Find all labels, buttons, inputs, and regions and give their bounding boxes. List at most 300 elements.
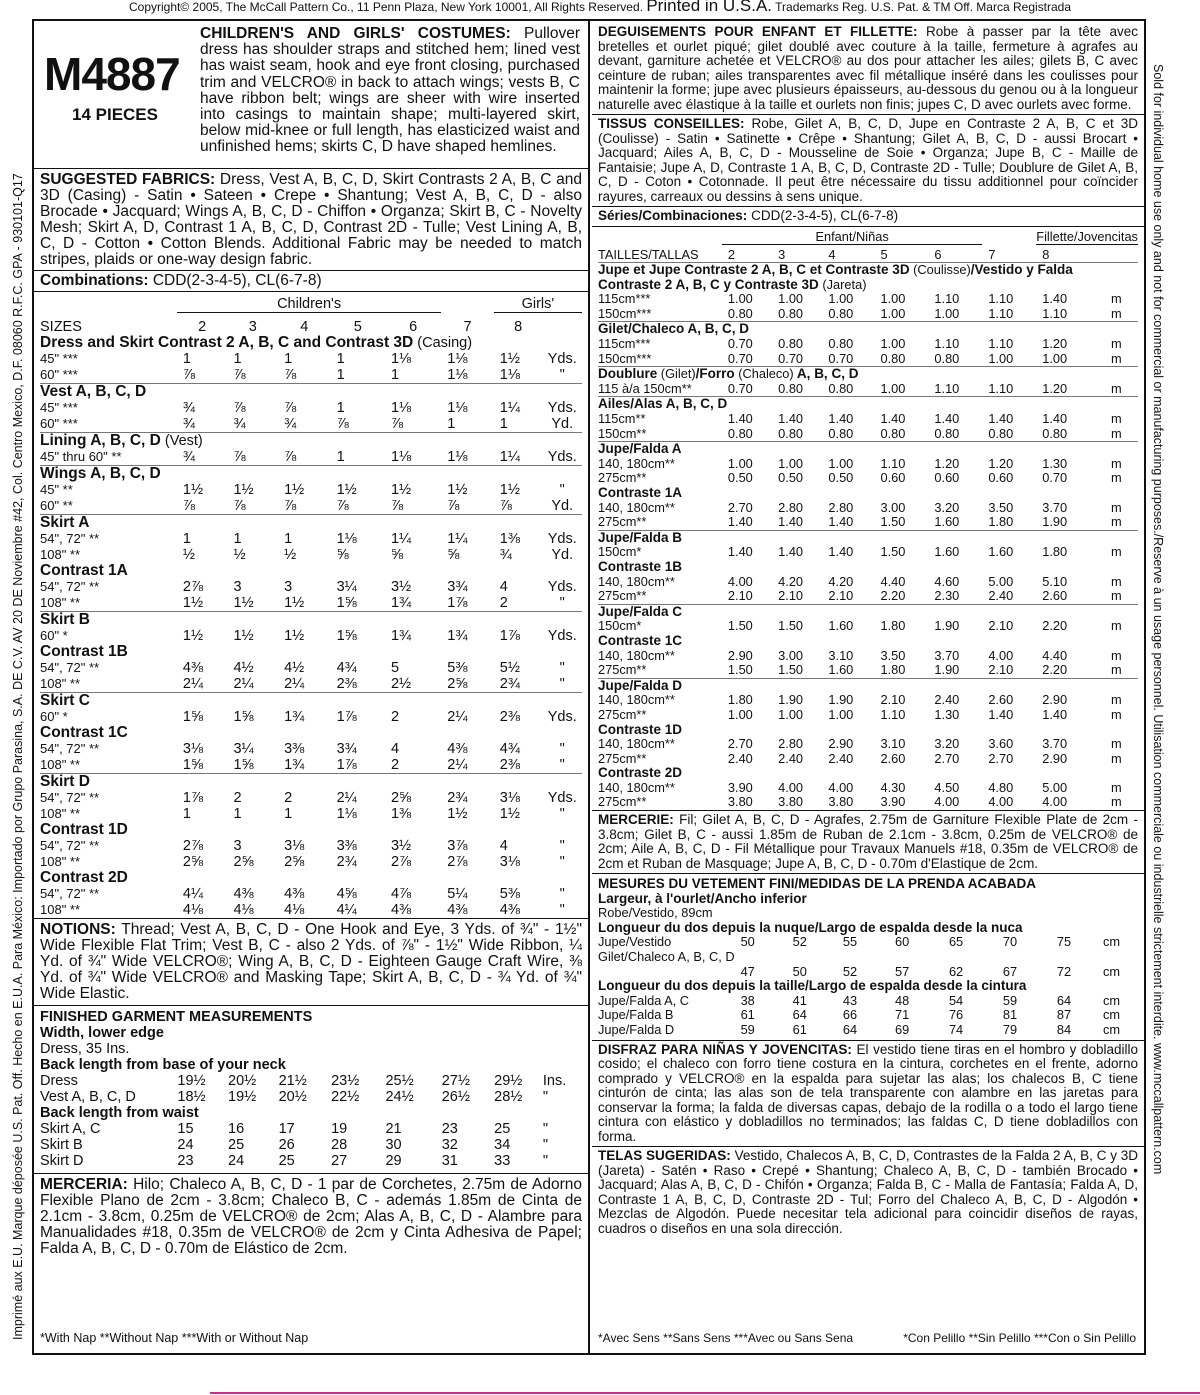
metric-value: 4.60	[934, 573, 960, 589]
size-2: 2	[198, 318, 207, 335]
yardage-value: 4½	[233, 659, 254, 676]
metric-value: 1.10	[934, 291, 960, 307]
taille-row	[598, 994, 1138, 1009]
suggested-fabrics	[34, 168, 588, 270]
yardage-value: 4⅜	[390, 901, 412, 918]
unit: cm	[1103, 992, 1121, 1008]
yardage-row	[40, 482, 582, 498]
yardage-row	[40, 660, 582, 676]
unit: "	[559, 805, 565, 822]
group-title-note-es: (Jareta)	[818, 276, 867, 292]
group-title-text: Gilet/Chaleco A, B, C, D	[598, 321, 750, 337]
measure: 48	[894, 992, 910, 1008]
yardage-value: 1	[233, 530, 242, 547]
metric-value: 3.70	[934, 647, 960, 663]
measure: 30	[385, 1136, 402, 1153]
unit: m	[1110, 706, 1122, 722]
metric-value: 2.60	[880, 750, 906, 766]
mercerie-text: Fil; Gilet A, B, C, D - Agrafes, 2.75m de Garniture Flexible Plate de 2cm - 3.8cm; Gilet B, C - aussi 1.85m de Ruban de 2.1cm - 3.8cm, 0.25m de VELCRO® de 2cm; Aile A, B, C, D - Fil Métallique pour Travaux Manuels #18, 0.35m de VELCRO® de 2cm et Ruban de Masquage; Jupe A, B, C, D - 0.70m d'Elastique de 2cm.	[598, 812, 1138, 871]
unit: Yds.	[547, 350, 577, 367]
group-title	[40, 432, 582, 449]
yardage-group-title	[40, 773, 582, 790]
measure: 50	[740, 934, 755, 950]
metric-value: 1.60	[988, 544, 1014, 560]
metric-value: 1.10	[988, 336, 1014, 352]
yardage-value: 5⅜	[499, 885, 520, 902]
fabric-width: 54", 72" **	[40, 740, 100, 756]
metric-value: 0.80	[828, 336, 854, 352]
measure: 79	[1002, 1022, 1018, 1037]
yardage-value: 2	[284, 789, 293, 806]
metric-value: 2.70	[934, 750, 960, 766]
metric-row	[598, 781, 1138, 796]
unit: m	[1110, 455, 1122, 471]
metric-value: 1.40	[1042, 291, 1068, 307]
yardage-value: 4⅜	[182, 659, 204, 676]
yardage-section	[34, 291, 588, 918]
yardage-value: 1⅛	[336, 805, 357, 822]
metric-value: 1.20	[1042, 380, 1068, 396]
measure: 21	[385, 1120, 402, 1137]
fabric-width: 60" ***	[40, 366, 78, 382]
french-description-text: Robe à passer par la tête avec bretelles et ourlet piqué; gilet doublé avec couture à la taille, fermeture à agrafes au devant, garniture achetée et VELCRO® au dos pour attacher les ailes; gilets B, C avec ceinture de ruban; ailes transparentes avec fil métallique inséré dans les coulisses pour maintenir la forme; jupe avec plusieurs épaisseurs, au-dessous du genou ou à la longueur naturelle avec élastique à la taille et ourlets non finis; jupes C, D avec ourlets avec forme.	[598, 24, 1138, 112]
metric-row	[598, 795, 1138, 810]
unit: m	[1110, 736, 1122, 752]
metric-value: 1.00	[778, 706, 804, 722]
yardage-value: ⅞	[233, 366, 246, 383]
metric-value: 0.80	[1042, 425, 1068, 441]
metric-value: 1.40	[727, 544, 753, 560]
measure: 25	[494, 1120, 511, 1137]
metric-group-title	[598, 560, 1138, 575]
yardage-value: 1⅞	[447, 594, 468, 611]
metric-value: 2.70	[727, 499, 753, 515]
yardage-value: 4⅞	[390, 885, 412, 902]
metric-value: 1.50	[727, 662, 753, 678]
metric-value: 1.00	[988, 350, 1014, 366]
metric-value: 1.40	[727, 514, 753, 530]
yardage-value: 2	[390, 708, 400, 725]
metric-value: 0.70	[1042, 470, 1068, 486]
unit: Yds.	[547, 789, 577, 806]
metric-value: 2.20	[880, 588, 906, 604]
metric-value: 0.80	[880, 350, 906, 366]
neck-title	[40, 1057, 582, 1073]
group-title-text-es: /Forro	[695, 366, 735, 382]
telas-label: TELAS SUGERIDAS:	[598, 1148, 731, 1164]
yardage-value: 4⅛	[182, 901, 204, 918]
group-title	[40, 644, 582, 660]
measure: 27	[331, 1152, 348, 1169]
neck-title-text: Back length from base of your neck	[40, 1056, 286, 1073]
metric-value: 1.20	[1042, 336, 1068, 352]
measure: 24	[177, 1136, 194, 1153]
yardage-value: 3	[233, 578, 242, 595]
metric-value: 1.30	[934, 706, 960, 722]
yardage-value: 1¾	[390, 627, 412, 644]
metric-value: 4.00	[1042, 794, 1068, 810]
metric-value: 1.00	[727, 291, 753, 307]
yardage-value: 1½	[233, 594, 254, 611]
metric-value: 2.10	[988, 618, 1014, 634]
telas-sugeridas	[592, 1146, 1144, 1236]
yardage-value: 1⅛	[447, 366, 468, 383]
metric-value: 0.80	[778, 305, 804, 321]
yardage-value: 2⅞	[390, 853, 412, 870]
group-title-text: Contrast 1B	[40, 642, 128, 660]
metric-value: 1.80	[880, 662, 906, 678]
metric-value: 1.00	[828, 455, 854, 471]
group-title-text: Skirt A	[40, 513, 90, 531]
group-title-text: Vest A, B, C, D	[40, 382, 147, 400]
measure: 16	[228, 1120, 245, 1137]
unit: Yds.	[547, 399, 577, 416]
group-title	[40, 383, 582, 400]
group-title	[598, 678, 1138, 693]
measure: 28½	[494, 1088, 523, 1105]
yardage-value: ¾	[233, 415, 246, 432]
yardage-value: 3¼	[233, 740, 254, 757]
metric-value: 1.40	[778, 514, 804, 530]
yardage-row	[40, 886, 582, 902]
yardage-value: 1½	[390, 481, 412, 498]
metric-row	[598, 575, 1138, 590]
merceria-text: Hilo; Chaleco A, B, C, D - 1 par de Corchetes, 2.75m de Adorno Flexible Plano de 2cm - 3.8cm; Chaleco B, C - además 1.85m de Cinta de 2.1cm - 3.8cm, 0.25m de VELCRO® de 2cm; Alas A, B, C, D - Alambre para Manualidades #18, 0.35m de VELCRO® de 2cm y Cinta Adhesiva de Papel; Falda A, B, C, D - 0.70m de Elástico de 2cm.	[40, 1175, 583, 1257]
metric-value: 3.90	[880, 794, 906, 810]
tissus-text: Robe, Gilet A, B, C, D, Jupe en Contraste 2 A, B, C et 3D (Coulisse) - Satin • Satinette • Crêpe • Shantung; Gilet A, B, C, D - aussi Brocart • Jacquard; Ailes A, B, C, D - Mousseline de Soie • Organza; Jupe B, C - Maille de Fantaisie; Jupe A, D, Contraste 1 A, B, C, D, Contraste 2D - Tulle; Doublure de Gilet A, B, C, D - Coton • Cotonnade. Il peut être nécessaire du tissu additionnel pour coïncider rayures, carreaux ou dessins à sens unique.	[598, 116, 1138, 204]
garment: Vest A, B, C, D	[40, 1088, 136, 1105]
yardage-value: ⅞	[182, 497, 195, 514]
metric-group-title	[598, 442, 1138, 457]
unit: cm	[1103, 1007, 1121, 1023]
group-title	[598, 322, 1138, 337]
waist-title-text: Back length from waist	[40, 1104, 199, 1121]
taille-row	[598, 1008, 1138, 1023]
group-title-text-es: /Vestido y Falda Contraste 2 A, B, C y Contraste 3D	[598, 262, 1073, 292]
yardage-value: 2⅝	[233, 853, 254, 870]
measure: 29	[385, 1152, 402, 1169]
measure: 28	[331, 1136, 348, 1153]
copyright-text: Copyright© 2005, The McCall Pattern Co., 11 Penn Plaza, New York 10001, All Rights Reserved.	[128, 0, 643, 14]
metric-value: 1.00	[880, 336, 906, 352]
group-title-text: Contrast 1C	[40, 723, 128, 741]
yardage-value: ⅞	[284, 366, 297, 383]
yardage-row	[40, 709, 582, 725]
yardage-value: 4⅛	[233, 901, 254, 918]
mes-title	[598, 877, 1138, 892]
metric-value: 4.00	[727, 573, 753, 589]
pieces-count: 14 PIECES	[72, 105, 158, 124]
measure: 19½	[228, 1088, 257, 1105]
sizes-label: SIZES	[40, 318, 82, 335]
fabric-width: 140, 180cm**	[598, 647, 675, 663]
group-title	[598, 367, 1138, 382]
enfant-label: Enfant/Niñas	[722, 227, 982, 245]
tissus-label: TISSUS CONSEILLES:	[598, 116, 745, 131]
yardage-value: 1½	[447, 481, 468, 498]
larg-title	[598, 892, 1138, 907]
fabric-width: 60" *	[40, 708, 68, 724]
yardage-row	[40, 806, 582, 822]
metric-value: 3.10	[880, 736, 906, 752]
unit: m	[1110, 350, 1122, 366]
fabric-width: 108" **	[40, 805, 81, 821]
metric-value: 3.50	[988, 499, 1014, 515]
unit: "	[542, 1088, 549, 1105]
yardage-group-title	[40, 383, 582, 400]
metric-value: 2.90	[1042, 692, 1068, 708]
metric-value: 2.90	[1042, 750, 1068, 766]
childrens-label: Children's	[177, 292, 441, 313]
fabric-width: 45" ***	[40, 399, 78, 415]
yardage-value: 5½	[499, 659, 520, 676]
measure: 19	[331, 1120, 348, 1137]
metric-value: 1.40	[727, 411, 753, 427]
metric-group-title	[598, 263, 1138, 293]
fabric-width: 60" ***	[40, 415, 78, 431]
unit: m	[1110, 618, 1122, 634]
yardage-row	[40, 416, 582, 433]
yardage-row	[40, 498, 582, 515]
yardage-row	[40, 854, 582, 870]
metric-row	[598, 501, 1138, 516]
disfraz-text: El vestido tiene tiras en el hombro y dobladillo cosido; el chaleco con forro tiene costura en la cintura, corchetes en el frente, adorno comprado y VELCRO® en la espalda para sujetar las alas; los chalecos B, C tiene cinturón de cinta; las alas son de tela transparente con alambre en las jaretas para conservar la forma; la falda de diversas capas, debajo de la rodilla o a todo el largo tiene cintura con elástico y dobladillos no terminados; las faldas C, D tiene dobladillos con forma.	[598, 1041, 1138, 1144]
yardage-value: 1½	[336, 481, 357, 498]
yardage-value: 1½	[233, 627, 254, 644]
measure	[837, 950, 889, 965]
metric-value: 1.80	[727, 692, 753, 708]
group-title-text: Jupe/Falda C	[598, 603, 683, 619]
group-title-text: Contraste 2D	[598, 765, 683, 781]
metric-group-title	[598, 322, 1138, 337]
unit: Yds.	[547, 627, 577, 644]
nuque-row	[598, 950, 1138, 965]
metric-value: 2.90	[828, 736, 854, 752]
fabric-width: 140, 180cm**	[598, 499, 675, 515]
series	[592, 206, 1144, 226]
metric-row	[598, 589, 1138, 604]
yardage-value: 1¼	[447, 530, 468, 547]
yardage-row	[40, 757, 582, 774]
metric-value: 0.60	[934, 470, 960, 486]
unit: m	[1110, 692, 1122, 708]
garment: Jupe/Vestido	[598, 934, 672, 950]
metric-value: 0.80	[988, 425, 1014, 441]
metric-value: 1.10	[880, 706, 906, 722]
yardage-value: 1	[390, 366, 400, 383]
measure: 84	[1056, 1022, 1072, 1037]
yardage-value: 1⅛	[499, 366, 520, 383]
fabric-width: 45" thru 60" **	[40, 448, 122, 464]
metric-value: 2.60	[1042, 588, 1068, 604]
measure: 25½	[385, 1072, 414, 1089]
fabric-width: 115 à/a 150cm**	[598, 380, 692, 396]
merceria-label: MERCERIA:	[40, 1175, 128, 1193]
larg-value	[598, 906, 1138, 921]
yardage-row	[40, 902, 582, 918]
disfraz-label: DISFRAZ PARA NIÑAS Y JOVENCITAS:	[598, 1041, 852, 1057]
yardage-value: 2¼	[447, 756, 468, 773]
metric-group-title	[598, 634, 1138, 649]
yardage-value: ½	[233, 546, 246, 563]
tailles-label: TAILLES/TALLAS	[598, 246, 699, 262]
metric-row	[598, 752, 1138, 767]
yardage-value: 2⅞	[182, 578, 204, 595]
metric-value: 5.00	[988, 573, 1014, 589]
fabric-width: 275cm**	[598, 588, 647, 604]
metric-row	[598, 649, 1138, 664]
metric-value: 4.40	[880, 573, 906, 589]
unit: "	[559, 481, 565, 498]
unit: m	[1110, 779, 1122, 795]
group-title	[40, 822, 582, 838]
metric-group-title	[598, 678, 1138, 693]
metric-value: 1.80	[1042, 544, 1068, 560]
measure: 67	[1002, 963, 1018, 979]
metric-value: 0.50	[778, 470, 804, 486]
french-spanish-column	[592, 21, 1144, 1353]
garment: Dress	[40, 1072, 78, 1089]
metric-value: 2.10	[988, 662, 1014, 678]
tissus-conseilles	[592, 114, 1144, 206]
trim-line	[210, 1392, 1200, 1394]
measure: 54	[948, 992, 964, 1008]
yardage-group-title	[40, 514, 582, 531]
suggested-fabrics-label: SUGGESTED FABRICS:	[40, 171, 216, 188]
measure: 24	[228, 1152, 245, 1169]
yardage-value: 1½	[499, 481, 520, 498]
metric-value: 1.50	[778, 662, 804, 678]
measure	[889, 950, 943, 965]
metric-group-header	[598, 227, 1138, 245]
unit: "	[559, 885, 565, 902]
measure: 23	[441, 1120, 458, 1137]
yardage-value: 1¾	[284, 756, 305, 773]
fabric-width: 275cm**	[598, 794, 647, 810]
unit: "	[559, 366, 565, 383]
group-title-suffix: (Casing)	[413, 334, 473, 351]
yardage-group-title	[40, 611, 582, 628]
metric-value: 3.20	[934, 499, 960, 515]
yardage-value: 1½	[284, 627, 305, 644]
spacer	[40, 292, 177, 313]
yardage-value: 1½	[182, 594, 204, 611]
taille-8: 8	[1042, 246, 1050, 262]
trademark-text: Trademarks Reg. U.S. Pat. & TM Off. Marca Registrada	[775, 0, 1072, 14]
metric-value: 1.40	[1042, 706, 1068, 722]
fin-title	[40, 1009, 582, 1025]
metric-row	[598, 427, 1138, 442]
garment	[598, 965, 735, 980]
pattern-number: M4887	[44, 48, 180, 100]
group-title-text: Contraste 1D	[598, 721, 683, 737]
metric-value: 1.50	[778, 618, 804, 634]
yardage-value: 3½	[390, 837, 412, 854]
fabric-width: 275cm**	[598, 706, 647, 722]
group-title-text: Contrast 2D	[40, 868, 128, 886]
metric-value: 1.50	[727, 618, 753, 634]
measure: 43	[842, 992, 858, 1008]
fabric-width: 54", 72" **	[40, 885, 100, 901]
yardage-value: ⅞	[336, 415, 349, 432]
measure: 24½	[385, 1088, 414, 1105]
finished-measurements-table	[40, 1009, 582, 1169]
fabric-width: 115cm**	[598, 411, 646, 427]
unit: m	[1110, 794, 1122, 810]
spacer	[543, 313, 583, 335]
unit: "	[559, 659, 565, 676]
group-title-text: Contraste 1C	[598, 632, 683, 648]
yardage-value: 4	[390, 740, 400, 757]
yardage-value: 1⅝	[336, 627, 357, 644]
metric-value: 3.80	[778, 794, 804, 810]
group-title	[598, 723, 1138, 738]
yardage-value: 1½	[499, 805, 520, 822]
metric-value: 2.90	[727, 647, 753, 663]
measure: 21½	[278, 1072, 307, 1089]
group-title-text: Contraste 1B	[598, 558, 683, 574]
measure: 52	[842, 963, 858, 979]
unit: Yd.	[551, 497, 574, 514]
metric-value: 1.00	[778, 455, 804, 471]
yardage-value: 2¼	[336, 789, 357, 806]
taille-title	[598, 979, 1138, 994]
yardage-value: ⅞	[284, 399, 297, 416]
fabric-width: 54", 72" **	[40, 578, 100, 594]
yardage-value: 1⅛	[447, 448, 468, 465]
metric-value: 0.80	[727, 425, 753, 441]
metric-value: 1.30	[1042, 455, 1068, 471]
group-title-text: Jupe/Falda D	[598, 677, 683, 693]
metric-value: 4.00	[988, 794, 1014, 810]
merceria	[34, 1173, 588, 1257]
metric-value: 1.90	[934, 662, 960, 678]
metric-value: 2.40	[727, 750, 753, 766]
metric-row	[598, 619, 1138, 634]
measure: 55	[842, 934, 858, 950]
metric-value: 1.40	[778, 411, 804, 427]
metric-row	[598, 457, 1138, 472]
metric-value: 1.20	[934, 455, 960, 471]
yardage-value: ⅞	[336, 497, 349, 514]
metric-value: 0.80	[934, 425, 960, 441]
metric-value: 2.80	[828, 499, 854, 515]
metric-group-title	[598, 486, 1138, 501]
garment: Jupe/Falda D	[598, 1022, 675, 1037]
measure: 29½	[494, 1072, 523, 1089]
unit: Yds.	[547, 530, 577, 547]
yardage-value: 1⅛	[447, 399, 468, 416]
metric-value: 4.80	[988, 779, 1014, 795]
yardage-value: 1⅝	[182, 708, 204, 725]
unit: m	[1110, 380, 1122, 396]
yardage-value: ¾	[182, 448, 195, 465]
unit: m	[1110, 291, 1122, 307]
metric-value: 0.70	[727, 350, 753, 366]
yardage-value: ⅞	[447, 497, 460, 514]
yardage-row	[40, 367, 582, 384]
yardage-table	[40, 292, 582, 918]
unit: "	[542, 1120, 549, 1137]
yardage-value: ⅞	[233, 448, 246, 465]
yardage-value: 4½	[284, 659, 305, 676]
group-title	[598, 530, 1138, 545]
metric-value: 1.40	[828, 411, 854, 427]
yardage-row	[40, 547, 582, 563]
yardage-value: ⅝	[336, 546, 349, 563]
yardage-value: 2¾	[447, 789, 468, 806]
metric-value: 1.00	[828, 706, 854, 722]
